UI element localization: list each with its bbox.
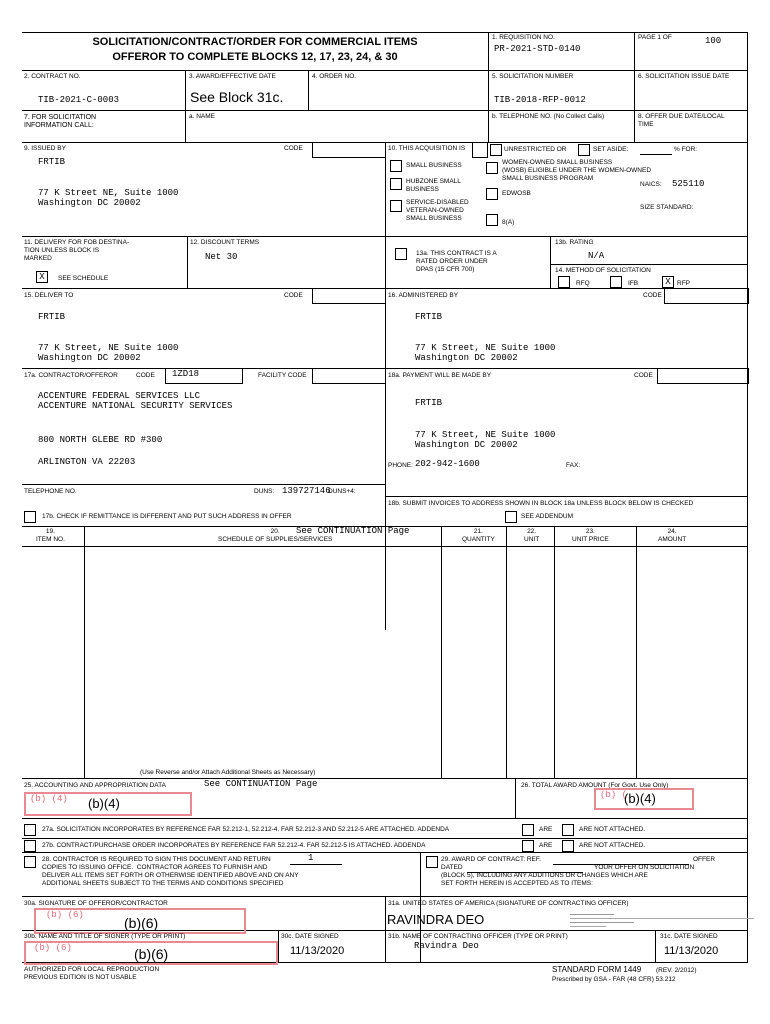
27b-are-checkbox[interactable]	[522, 840, 534, 852]
solicitation-no: TIB-2018-RFP-0012	[494, 95, 586, 105]
clause-27a-checkbox[interactable]	[24, 824, 36, 836]
remittance-label: 17b. CHECK IF REMITTANCE IS DIFFERENT AND PUT SUCH ADDRESS IN OFFER	[42, 513, 292, 520]
admin-org: FRTIB	[415, 312, 443, 322]
rfq-label: RFQ	[576, 280, 590, 287]
rfp-checkbox[interactable]: X	[662, 276, 674, 288]
edwosb-label: EDWOSB	[502, 190, 531, 197]
payment-code-box[interactable]	[657, 368, 749, 384]
name30b-label: 30b. NAME AND TITLE OF SIGNER (TYPE OR PRINT)	[24, 933, 186, 940]
deliver-to-label: 15. DELIVER TO	[24, 292, 74, 299]
info-call-label: 7. FOR SOLICITATION INFORMATION CALL:	[24, 114, 97, 129]
administered-by-label: 16. ADMINISTERED BY	[388, 292, 459, 299]
27b-are-not: ARE NOT ATTACHED.	[579, 842, 646, 849]
clause-28: 28. CONTRACTOR IS REQUIRED TO SIGN THIS DOCUMENT AND RETURN COPIES TO ISSUING OFFICE. CONTRACTOR AGREES TO FURNISH AND DELIVER ALL ITEMS SET FORTH OR OTHERWISE IDENTIFIED ABOVE AND ON ANY ADDITIONAL SHEETS SUBJECT TO THE TERMS AND CONDITIONS SPECIFIED	[42, 856, 299, 887]
admin-code-box[interactable]	[664, 288, 749, 304]
form-number: STANDARD FORM 1449	[552, 965, 642, 974]
acquisition-label-box	[472, 142, 488, 158]
contractor-street: 800 NORTH GLEBE RD #300	[38, 435, 163, 445]
contractor-city: ARLINGTON VA 22203	[38, 457, 136, 467]
naics-value: 525110	[672, 179, 705, 189]
clause-27a: 27a. SOLICITATION INCORPORATES BY REFERENCE FAR 52.212-1, 52.212-4. FAR 52.212-3 AND 52.212-5 ARE ATTACHED. ADDENDA	[42, 826, 450, 833]
size-standard-label: SIZE STANDARD:	[640, 204, 694, 211]
rating-value: N/A	[588, 251, 605, 261]
clause-28-checkbox[interactable]	[24, 856, 36, 868]
edwosb-checkbox[interactable]	[486, 188, 498, 200]
duns-value: 139727146	[282, 486, 331, 496]
name30b-big: (b)(6)	[134, 946, 169, 962]
27b-are-not-checkbox[interactable]	[562, 840, 574, 852]
issued-code-box[interactable]	[312, 142, 386, 158]
payment-org: FRTIB	[415, 398, 443, 408]
col-schedule: 20. SCHEDULE OF SUPPLIES/SERVICES	[218, 528, 333, 543]
remittance-checkbox[interactable]	[24, 511, 36, 523]
clause-27b: 27b. CONTRACT/PURCHASE ORDER INCORPORATES BY REFERENCE FAR 52.212-4. FAR 52.212-5 IS ATTACHED. ADDENDA	[42, 842, 426, 849]
clause-29: 29. AWARD OF CONTRACT: REF. DATED (BLOCK 5), INCLUDING ANY ADDITIONS OR CHANGES WHICH ARE SET FORTH HEREIN IS ACCEPTED AS TO ITEMS:	[441, 856, 648, 887]
ifb-label: IFB	[628, 280, 639, 287]
clause-27b-checkbox[interactable]	[24, 840, 36, 852]
sig30a-label: 30a. SIGNATURE OF OFFEROR/CONTRACTOR	[24, 900, 168, 907]
payment-code-label: CODE	[634, 372, 653, 379]
fax-label: FAX:	[566, 462, 581, 469]
phone-label-18a: PHONE:	[388, 462, 413, 469]
rfq-checkbox[interactable]	[558, 276, 570, 288]
sig30a-big: (b)(6)	[124, 915, 159, 931]
form-title-line2: OFFEROR TO COMPLETE BLOCKS 12, 17, 23, 24, & 30	[112, 51, 398, 63]
deliver-code-box[interactable]	[312, 288, 386, 304]
see-addendum-label: SEE ADDENDUM	[521, 513, 574, 520]
phone-label: b. TELEPHONE NO. (No Collect Calls)	[492, 113, 605, 120]
27b-are: ARE	[539, 842, 553, 849]
ifb-checkbox[interactable]	[610, 276, 622, 288]
set-aside-checkbox[interactable]	[578, 144, 590, 156]
27a-are-checkbox[interactable]	[522, 824, 534, 836]
deliver-code-label: CODE	[284, 292, 303, 299]
rating-label: 13b. RATING	[555, 239, 594, 246]
payment-phone: 202-942-1600	[415, 459, 480, 469]
set-aside-label: SET ASIDE:	[593, 146, 629, 153]
order-no-label: 4. ORDER NO.	[312, 73, 357, 80]
rated-order-checkbox[interactable]	[395, 248, 407, 260]
copies-value: 1	[308, 853, 314, 863]
deliver-org: FRTIB	[38, 312, 66, 322]
accounting-continuation: See CONTINUATION Page	[204, 779, 318, 789]
issued-code-label: CODE	[284, 145, 303, 152]
sdvosb-checkbox[interactable]	[390, 200, 402, 212]
requisition-no: PR-2021-STD-0140	[494, 44, 581, 54]
discount-label: 12. DISCOUNT TERMS	[190, 239, 260, 246]
col-quantity: 21. QUANTITY	[462, 528, 495, 543]
contractor-code-label: CODE	[136, 372, 155, 379]
total-redaction-small: (b) (	[600, 790, 628, 800]
name31b-label: 31b. NAME OF CONTRACTING OFFICER (TYPE OR PRINT)	[388, 933, 568, 940]
small-business-checkbox[interactable]	[390, 160, 402, 172]
discount-value: Net 30	[205, 252, 238, 262]
submit-invoices-label: 18b. SUBMIT INVOICES TO ADDRESS SHOWN IN BLOCK 18a UNLESS BLOCK BELOW IS CHECKED	[388, 500, 694, 507]
delivery-label: 11. DELIVERY FOR FOB DESTINA- TION UNLESS BLOCK IS MARKED	[24, 239, 130, 262]
accounting-redaction-small: (b) (4)	[30, 794, 68, 804]
issue-date-label: 6. SOLICITATION ISSUE DATE	[638, 73, 730, 80]
admin-address: 77 K Street, NE Suite 1000 Washington DC 20002	[415, 343, 556, 363]
sig31a-name: RAVINDRA DEO	[387, 912, 485, 927]
total-redaction-big: (b)(4)	[624, 791, 656, 806]
rated-order-label: 13a. THIS CONTRACT IS A RATED ORDER UNDER DPAS (15 CFR 700)	[416, 250, 497, 273]
payment-address: 77 K Street, NE Suite 1000 Washington DC 20002	[415, 430, 556, 450]
col-unit-price: 23. UNIT PRICE	[572, 528, 609, 543]
col-item-no: 19. ITEM NO.	[36, 528, 65, 543]
sig30a-small: (b) (6)	[46, 910, 84, 920]
contract-no-label: 2. CONTRACT NO.	[24, 73, 81, 80]
requisition-label: 1. REQUISITION NO.	[492, 34, 555, 41]
facility-code-label: FACILITY CODE	[258, 372, 307, 379]
date30c-label: 30c. DATE SIGNED	[281, 933, 339, 940]
total-award-label: 26. TOTAL AWARD AMOUNT (For Govt. Use Only)	[521, 782, 669, 789]
issued-by-label: 9. ISSUED BY	[24, 145, 66, 152]
contract-no: TIB-2021-C-0003	[38, 95, 120, 105]
facility-code-box[interactable]	[312, 368, 386, 384]
naics-label: NAICS:	[640, 181, 662, 188]
footer-left: AUTHORIZED FOR LOCAL REPRODUCTION PREVIOUS EDITION IS NOT USABLE	[24, 966, 160, 981]
name-label: a. NAME	[189, 113, 216, 120]
see-schedule-checkbox[interactable]: X	[36, 271, 48, 283]
acquisition-label: 10. THIS ACQUISITION IS	[388, 145, 466, 152]
issued-org: FRTIB	[38, 157, 66, 167]
duns-label: DUNS:	[254, 488, 275, 495]
reverse-note: (Use Reverse and/or Attach Additional Sheets as Necessary)	[140, 769, 316, 776]
your-offer-label: YOUR OFFER ON SOLICITATION	[594, 864, 695, 871]
award-date-value: See Block 31c.	[190, 89, 284, 105]
see-addendum-checkbox[interactable]	[505, 511, 517, 523]
date31c: 11/13/2020	[664, 945, 719, 957]
deliver-address: 77 K Street, NE Suite 1000 Washington DC 20002	[38, 343, 179, 363]
award-date-label: 3. AWARD/EFFECTIVE DATE	[189, 73, 276, 80]
page-label: PAGE 1 OF	[638, 34, 672, 41]
solicitation-no-label: 5. SOLICITATION NUMBER	[492, 73, 574, 80]
page-total: 100	[705, 36, 722, 46]
accounting-redaction-big: (b)(4)	[88, 796, 120, 811]
rfp-label: RFP	[677, 280, 690, 287]
27a-are-not-checkbox[interactable]	[562, 824, 574, 836]
hubzone-label: HUBZONE SMALL BUSINESS	[406, 178, 461, 193]
sdvosb-label: SERVICE-DISABLED VETERAN-OWNED SMALL BUSINESS	[406, 199, 469, 222]
hubzone-checkbox[interactable]	[390, 178, 402, 190]
eight-a-checkbox[interactable]	[486, 214, 498, 226]
27a-are: ARE	[539, 826, 553, 833]
payment-label: 18a. PAYMENT WILL BE MADE BY	[388, 372, 492, 379]
clause-29-checkbox[interactable]	[426, 856, 438, 868]
27a-are-not: ARE NOT ATTACHED.	[579, 826, 646, 833]
offer-due-label: 8. OFFER DUE DATE/LOCAL TIME	[638, 113, 725, 128]
sig31a-label: 31a. UNITED STATES OF AMERICA (SIGNATURE OF CONTRACTING OFFICER)	[388, 900, 629, 907]
name31b: Ravindra Deo	[414, 941, 479, 951]
small-business-label: SMALL BUSINESS	[406, 162, 462, 169]
telephone-label: TELEPHONE NO.	[24, 488, 77, 495]
col-unit: 22. UNIT	[524, 528, 540, 543]
contractor-name: ACCENTURE FEDERAL SERVICES LLC ACCENTURE NATIONAL SECURITY SERVICES	[38, 391, 233, 411]
offer-label: OFFER	[693, 856, 716, 863]
prescribed-by: Prescribed by GSA - FAR (48 CFR) 53.212	[552, 976, 676, 983]
wosb-label: WOMEN-OWNED SMALL BUSINESS (WOSB) ELIGIBLE UNDER THE WOMEN-OWNED SMALL BUSINESS PROGRAM	[502, 159, 652, 182]
method-label: 14. METHOD OF SOLICITATION	[555, 267, 651, 274]
wosb-checkbox[interactable]	[486, 162, 498, 174]
unrestricted-checkbox[interactable]	[490, 144, 502, 156]
contractor-code: 1ZD18	[172, 369, 200, 379]
pct-for-label: % FOR:	[674, 146, 698, 153]
col-amount: 24. AMOUNT	[658, 528, 687, 543]
see-schedule-label: SEE SCHEDULE	[58, 275, 109, 282]
schedule-continuation: See CONTINUATION Page	[296, 526, 410, 536]
form-title-line1: SOLICITATION/CONTRACT/ORDER FOR COMMERCIAL ITEMS	[92, 36, 418, 48]
admin-code-label: CODE	[643, 292, 662, 299]
name30b-small: (b) (6)	[34, 943, 72, 953]
accounting-label: 25. ACCOUNTING AND APPROPRIATION DATA	[24, 782, 166, 789]
contractor-label: 17a. CONTRACTOR/OFFEROR	[24, 372, 118, 379]
date31c-label: 31c. DATE SIGNED	[660, 933, 718, 940]
duns4-label: DUNS+4:	[328, 488, 356, 495]
issued-address: 77 K Street NE, Suite 1000 Washington DC 20002	[38, 188, 179, 208]
unrestricted-label: UNRESTRICTED OR	[504, 146, 567, 153]
eight-a-label: 8(A)	[502, 219, 515, 226]
date30c: 11/13/2020	[290, 945, 345, 957]
form-rev: (REV. 2/2012)	[656, 967, 697, 974]
